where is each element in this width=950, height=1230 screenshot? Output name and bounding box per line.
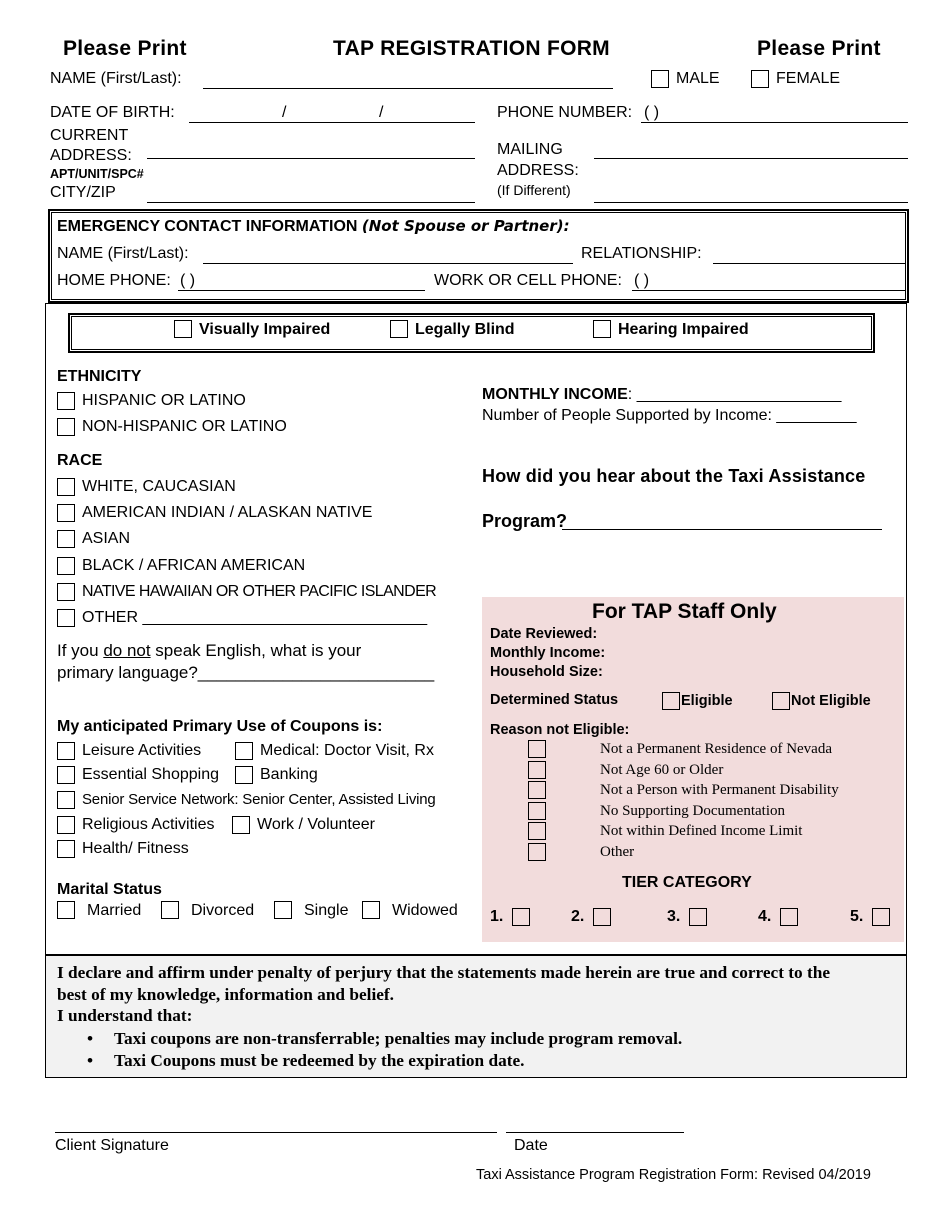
reason-residence-checkbox[interactable]	[528, 740, 546, 758]
senior-checkbox[interactable]	[57, 791, 75, 809]
male-checkbox[interactable]	[651, 70, 669, 88]
legally-blind-checkbox[interactable]	[390, 320, 408, 338]
non-hispanic-label: NON-HISPANIC OR LATINO	[82, 418, 287, 435]
emergency-name-field[interactable]	[203, 263, 573, 264]
hispanic-label: HISPANIC OR LATINO	[82, 392, 246, 409]
please-print-left: Please Print	[63, 37, 187, 60]
name-field[interactable]	[203, 88, 613, 89]
race-black-checkbox[interactable]	[57, 557, 75, 575]
reason-other-checkbox[interactable]	[528, 843, 546, 861]
signature-line[interactable]	[55, 1132, 497, 1133]
work-phone-field[interactable]	[632, 290, 906, 291]
mailing-address-field[interactable]	[594, 158, 908, 159]
city-zip-field[interactable]	[147, 202, 475, 203]
race-hawaiian-label: NATIVE HAWAIIAN OR OTHER PACIFIC ISLANDER	[82, 583, 437, 600]
relationship-field[interactable]	[713, 263, 906, 264]
determined-status-label: Determined Status	[490, 692, 619, 708]
monthly-income-label: MONTHLY INCOME	[482, 386, 628, 403]
eligible-checkbox[interactable]	[662, 692, 680, 710]
city-zip-label: CITY/ZIP	[50, 184, 116, 201]
race-american-indian-label: AMERICAN INDIAN / ALASKAN NATIVE	[82, 504, 373, 521]
date-reviewed-label: Date Reviewed:	[490, 626, 598, 642]
home-phone-parens: ( )	[180, 272, 196, 289]
tier-2-label: 2.	[571, 908, 585, 925]
not-eligible-label: Not Eligible	[791, 693, 871, 709]
dob-field[interactable]	[189, 122, 475, 123]
staff-only-title: For TAP Staff Only	[592, 600, 777, 623]
visually-impaired-label: Visually Impaired	[199, 321, 331, 338]
coupons-title: My anticipated Primary Use of Coupons is:	[57, 718, 383, 735]
reason-other-label: Other	[600, 844, 635, 860]
race-american-indian-checkbox[interactable]	[57, 504, 75, 522]
language-question-underline: do not	[103, 641, 151, 660]
reason-age-checkbox[interactable]	[528, 761, 546, 779]
emergency-title-wrap	[57, 217, 570, 236]
tier-2-checkbox[interactable]	[593, 908, 611, 926]
declaration-line-1: I declare and affirm under penalty of perjury that the statements made herein are true and correct to the	[57, 963, 831, 982]
shopping-checkbox[interactable]	[57, 766, 75, 784]
tier-5-label: 5.	[850, 908, 864, 925]
hear-question: How did you hear about the Taxi Assistance	[482, 466, 866, 486]
tier-1-label: 1.	[490, 908, 504, 925]
address-label: ADDRESS:	[50, 147, 132, 164]
work-phone-label: WORK OR CELL PHONE:	[434, 272, 622, 289]
shopping-label: Essential Shopping	[82, 766, 219, 783]
ethnicity-title: ETHNICITY	[57, 368, 142, 385]
religious-checkbox[interactable]	[57, 816, 75, 834]
declaration-bullet-2: Taxi Coupons must be redeemed by the expiration date.	[114, 1051, 525, 1070]
race-white-label: WHITE, CAUCASIAN	[82, 478, 236, 495]
phone-label: PHONE NUMBER:	[497, 104, 633, 121]
medical-label: Medical: Doctor Visit, Rx	[260, 742, 434, 759]
tier-1-checkbox[interactable]	[512, 908, 530, 926]
health-checkbox[interactable]	[57, 840, 75, 858]
emergency-title: EMERGENCY CONTACT INFORMATION	[57, 218, 358, 235]
widowed-label: Widowed	[392, 902, 458, 919]
phone-field[interactable]	[641, 122, 908, 123]
footer-revision: Taxi Assistance Program Registration Form: Revised 04/2019	[476, 1167, 871, 1183]
religious-label: Religious Activities	[82, 816, 215, 833]
reason-disability-checkbox[interactable]	[528, 781, 546, 799]
divorced-label: Divorced	[191, 902, 255, 919]
form-title: TAP REGISTRATION FORM	[333, 37, 610, 60]
leisure-checkbox[interactable]	[57, 742, 75, 760]
current-address-field[interactable]	[147, 158, 475, 159]
married-label: Married	[87, 902, 142, 919]
marital-title: Marital Status	[57, 881, 162, 898]
divorced-checkbox[interactable]	[161, 901, 179, 919]
tier-category-title: TIER CATEGORY	[622, 874, 752, 891]
language-question-post: speak English, what is your	[150, 641, 362, 660]
senior-label: Senior Service Network: Senior Center, Assisted Living	[82, 791, 436, 808]
dob-separator-1: /	[282, 104, 287, 121]
hear-program-label: Program?	[482, 511, 568, 531]
declaration-bullet-1: Taxi coupons are non-transferrable; penalties may include program removal.	[114, 1029, 683, 1048]
race-black-label: BLACK / AFRICAN AMERICAN	[82, 557, 306, 574]
dob-separator-2: /	[379, 104, 384, 121]
single-checkbox[interactable]	[274, 901, 292, 919]
language-question	[57, 641, 361, 661]
legally-blind-label: Legally Blind	[415, 321, 515, 338]
date-label: Date	[514, 1137, 548, 1154]
household-size-label: Household Size:	[490, 664, 603, 680]
leisure-label: Leisure Activities	[82, 742, 202, 759]
eligible-label: Eligible	[681, 693, 733, 709]
relationship-label: RELATIONSHIP:	[581, 245, 702, 262]
name-label: NAME (First/Last):	[50, 70, 182, 87]
race-other-label: OTHER ________________________________	[82, 609, 428, 626]
single-label: Single	[304, 902, 349, 919]
not-eligible-checkbox[interactable]	[772, 692, 790, 710]
apt-label: APT/UNIT/SPC#	[50, 167, 144, 181]
race-hawaiian-checkbox[interactable]	[57, 583, 75, 601]
reason-documentation-label: No Supporting Documentation	[600, 803, 785, 819]
language-primary: primary language?_________________________	[57, 663, 435, 682]
reason-income-checkbox[interactable]	[528, 822, 546, 840]
hear-answer-field[interactable]	[562, 529, 882, 530]
reason-residence-label: Not a Permanent Residence of Nevada	[600, 741, 832, 757]
monthly-income-row	[482, 386, 841, 404]
non-hispanic-checkbox[interactable]	[57, 418, 75, 436]
female-checkbox[interactable]	[751, 70, 769, 88]
bullet-2-dot: •	[87, 1051, 94, 1070]
declaration-line-2: best of my knowledge, information and belief.	[57, 985, 394, 1004]
client-signature-label: Client Signature	[55, 1137, 169, 1154]
married-checkbox[interactable]	[57, 901, 75, 919]
race-title: RACE	[57, 452, 103, 469]
hispanic-checkbox[interactable]	[57, 392, 75, 410]
work-label: Work / Volunteer	[257, 816, 375, 833]
staff-monthly-income-label: Monthly Income:	[490, 645, 606, 661]
hearing-impaired-label: Hearing Impaired	[618, 321, 749, 338]
home-phone-field[interactable]	[178, 290, 425, 291]
banking-label: Banking	[260, 766, 318, 783]
banking-checkbox[interactable]	[235, 766, 253, 784]
mailing-address-label: ADDRESS:	[497, 162, 579, 179]
dob-label: DATE OF BIRTH:	[50, 104, 175, 121]
people-supported[interactable]: Number of People Supported by Income: _________	[482, 407, 857, 424]
race-asian-checkbox[interactable]	[57, 530, 75, 548]
work-checkbox[interactable]	[232, 816, 250, 834]
bullet-1-dot: •	[87, 1029, 94, 1048]
reason-disability-label: Not a Person with Permanent Disability	[600, 782, 839, 798]
if-different-label: (If Different)	[497, 182, 571, 198]
tier-3-checkbox[interactable]	[689, 908, 707, 926]
race-white-checkbox[interactable]	[57, 478, 75, 496]
current-label: CURRENT	[50, 127, 129, 144]
widowed-checkbox[interactable]	[362, 901, 380, 919]
tier-4-label: 4.	[758, 908, 772, 925]
reason-documentation-checkbox[interactable]	[528, 802, 546, 820]
emergency-name-label: NAME (First/Last):	[57, 245, 189, 262]
mailing-address-field-2[interactable]	[594, 202, 908, 203]
medical-checkbox[interactable]	[235, 742, 253, 760]
hearing-impaired-checkbox[interactable]	[593, 320, 611, 338]
home-phone-label: HOME PHONE:	[57, 272, 171, 289]
reason-not-eligible-label: Reason not Eligible:	[490, 722, 630, 738]
male-label: MALE	[676, 70, 720, 87]
phone-parens: ( )	[644, 104, 660, 121]
mailing-label: MAILING	[497, 141, 563, 158]
tier-5-checkbox[interactable]	[872, 908, 890, 926]
date-line[interactable]	[506, 1132, 684, 1133]
language-question-pre: If you	[57, 641, 104, 660]
please-print-right: Please Print	[757, 37, 881, 60]
visually-impaired-checkbox[interactable]	[174, 320, 192, 338]
reason-age-label: Not Age 60 or Older	[600, 762, 724, 778]
race-other-checkbox[interactable]	[57, 609, 75, 627]
tier-3-label: 3.	[667, 908, 681, 925]
emergency-title-note: (Not Spouse or Partner):	[361, 217, 570, 235]
health-label: Health/ Fitness	[82, 840, 189, 857]
race-asian-label: ASIAN	[82, 530, 131, 547]
work-phone-parens: ( )	[634, 272, 650, 289]
female-label: FEMALE	[776, 70, 841, 87]
declaration-line-3: I understand that:	[57, 1006, 193, 1025]
reason-income-label: Not within Defined Income Limit	[600, 823, 803, 839]
tier-4-checkbox[interactable]	[780, 908, 798, 926]
monthly-income-field[interactable]: : _______________________	[627, 386, 842, 403]
